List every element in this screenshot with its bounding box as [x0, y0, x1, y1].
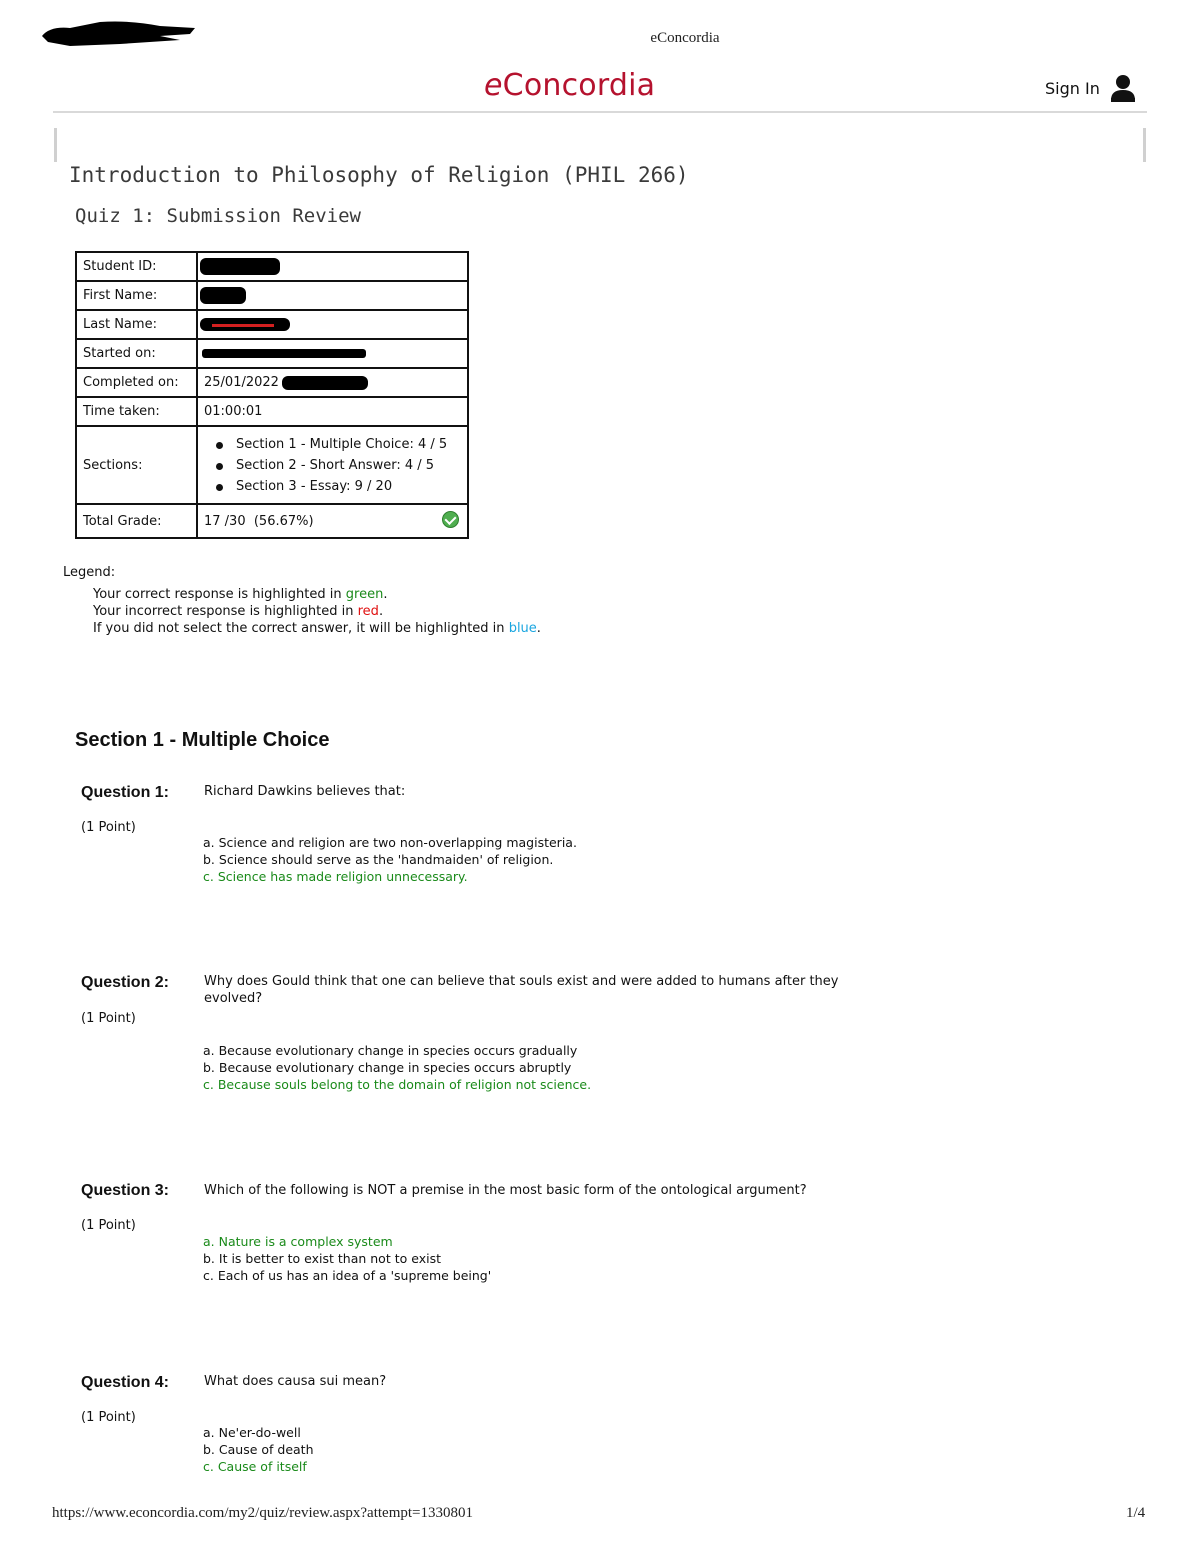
question-text: Richard Dawkins believes that: — [204, 784, 406, 799]
first-name-row — [76, 281, 468, 310]
question-points: (1 Point) — [81, 1218, 136, 1233]
answer-option-correct: c. Science has made religion unnecessary. — [203, 869, 468, 884]
question-text: What does causa sui mean? — [204, 1374, 387, 1389]
time-taken-value: 01:00:01 — [197, 397, 468, 426]
time-taken-row — [76, 397, 468, 426]
answer-options — [203, 834, 577, 885]
legend-text: If you did not select the correct answer, it will be highlighted in — [93, 621, 505, 636]
legend-period: . — [536, 621, 541, 636]
legend-line-correct — [93, 586, 541, 603]
started-on-label: Started on: — [76, 339, 197, 368]
section-title: Section 1 - Multiple Choice — [75, 729, 330, 751]
legend-text: Your correct response is highlighted in — [93, 587, 342, 602]
sign-in-label: Sign In — [1045, 78, 1100, 98]
last-name-label: Last Name: — [76, 310, 197, 339]
course-title: Introduction to Philosophy of Religion (PHIL 266) — [69, 163, 689, 187]
logo-e-glyph: e — [484, 68, 503, 103]
question-points: (1 Point) — [81, 1011, 136, 1026]
answer-option: a. Because evolutionary change in species occurs gradually — [203, 1043, 578, 1058]
redaction-mark — [200, 287, 246, 304]
answer-option: a. Ne'er-do-well — [203, 1425, 301, 1440]
legend-title: Legend: — [63, 565, 116, 580]
student-id-label: Student ID: — [76, 252, 197, 281]
completed-on-label: Completed on: — [76, 368, 197, 397]
answer-options — [203, 1233, 491, 1284]
sections-row — [76, 426, 468, 504]
question-label: Question 3: — [81, 1182, 170, 1199]
answer-option: b. It is better to exist than not to exist — [203, 1251, 441, 1266]
answer-option: b. Cause of death — [203, 1442, 314, 1457]
completed-on-row — [76, 368, 468, 397]
section-score-item: Section 1 - Multiple Choice: 4 / 5 — [236, 434, 461, 455]
started-on-value — [197, 339, 468, 368]
answer-option: a. Science and religion are two non-overlapping magisteria. — [203, 835, 577, 850]
redaction-mark — [200, 258, 280, 275]
sections-label: Sections: — [76, 426, 197, 504]
question-label: Question 2: — [81, 974, 170, 991]
first-name-label: First Name: — [76, 281, 197, 310]
answer-options — [203, 1424, 314, 1475]
answer-option: b. Science should serve as the 'handmaiden' of religion. — [203, 852, 554, 867]
answer-option: c. Each of us has an idea of a 'supreme being' — [203, 1268, 492, 1283]
student-id-row — [76, 252, 468, 281]
total-grade-label: Total Grade: — [76, 504, 197, 538]
logo-text: Concordia — [502, 68, 656, 103]
submission-info-table — [75, 251, 469, 539]
question-text: Which of the following is NOT a premise in the most basic form of the ontological argument? — [204, 1183, 807, 1198]
total-grade-text: 17 /30 (56.67%) — [204, 513, 314, 529]
legend-text: Your incorrect response is highlighted in — [93, 604, 354, 619]
econcordia-logo[interactable] — [484, 68, 655, 103]
completed-on-value — [197, 368, 468, 397]
answer-option-correct: c. Because souls belong to the domain of religion not science. — [203, 1077, 592, 1092]
legend — [63, 565, 541, 637]
legend-line-missed — [93, 620, 541, 637]
redaction-mark — [202, 349, 366, 358]
legend-period: . — [383, 587, 388, 602]
frame-right-edge — [1143, 128, 1146, 162]
question-points: (1 Point) — [81, 820, 136, 835]
last-name-row — [76, 310, 468, 339]
legend-color-green: green — [345, 587, 384, 602]
question-points: (1 Point) — [81, 1410, 136, 1425]
legend-line-incorrect — [93, 603, 541, 620]
student-id-value — [197, 252, 468, 281]
question-text: Why does Gould think that one can believe that souls exist and were added to humans after they evolved? — [204, 974, 839, 1006]
total-grade-value — [197, 504, 468, 538]
answer-option-correct: a. Nature is a complex system — [203, 1234, 393, 1249]
frame-left-edge — [54, 128, 57, 162]
redaction-mark — [212, 324, 274, 327]
section-score-item: Section 3 - Essay: 9 / 20 — [236, 476, 461, 497]
question-label: Question 1: — [81, 784, 170, 801]
quiz-title: Quiz 1: Submission Review — [75, 205, 361, 227]
sections-list — [204, 434, 461, 497]
redaction-mark — [282, 376, 368, 390]
user-icon — [1110, 74, 1136, 102]
answer-option-correct: c. Cause of itself — [203, 1459, 307, 1474]
page-number: 1/4 — [1126, 1505, 1146, 1521]
completed-on-date: 25/01/2022 — [204, 375, 279, 390]
footer-url: https://www.econcordia.com/my2/quiz/review.aspx?attempt=1330801 — [52, 1505, 473, 1521]
question-label: Question 4: — [81, 1374, 170, 1391]
legend-color-blue: blue — [508, 621, 537, 636]
first-name-value — [197, 281, 468, 310]
legend-period: . — [378, 604, 384, 619]
started-on-row — [76, 339, 468, 368]
sign-in-link[interactable] — [1045, 74, 1136, 102]
check-icon — [442, 511, 459, 528]
total-grade-row — [76, 504, 468, 538]
last-name-value — [197, 310, 468, 339]
legend-color-red: red — [357, 604, 379, 619]
sections-value — [197, 426, 468, 504]
answer-option: b. Because evolutionary change in species occurs abruptly — [203, 1060, 572, 1075]
header-divider — [53, 111, 1147, 113]
time-taken-label: Time taken: — [76, 397, 197, 426]
print-header-title: eConcordia — [650, 30, 720, 46]
answer-options — [203, 1042, 591, 1093]
section-score-item: Section 2 - Short Answer: 4 / 5 — [236, 455, 461, 476]
